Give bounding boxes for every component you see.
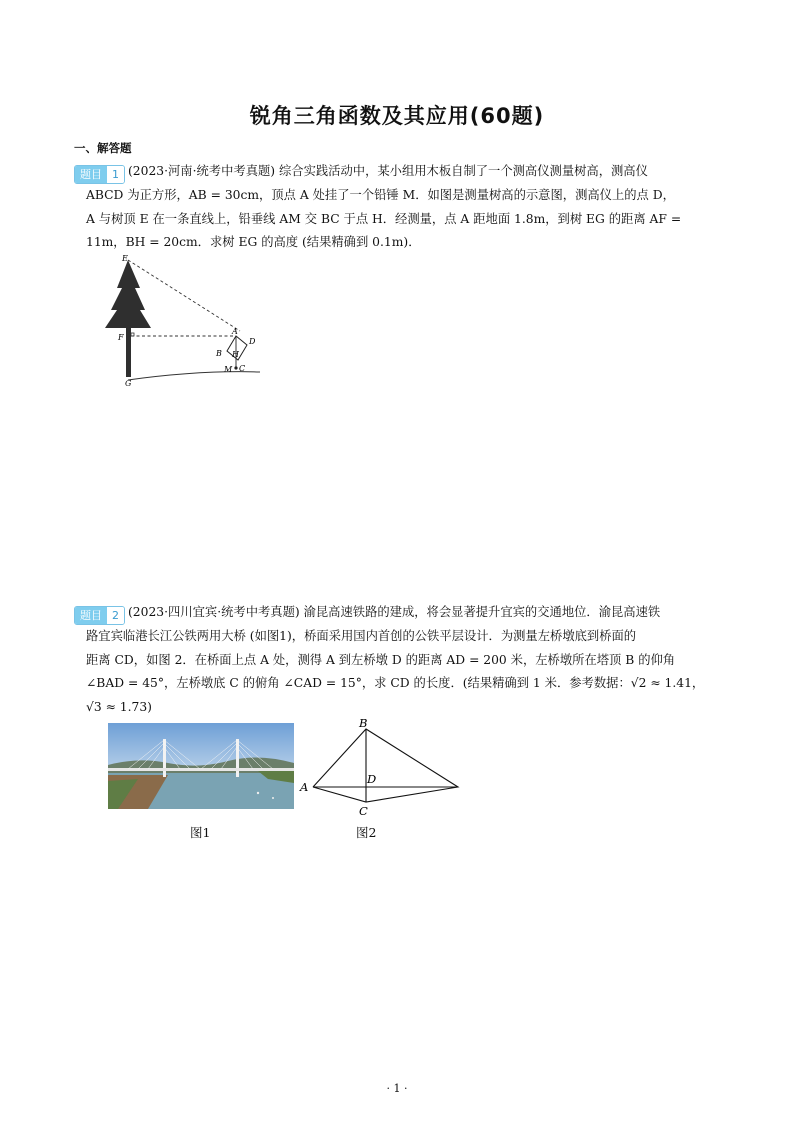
page-number: · 1 · bbox=[386, 1082, 408, 1095]
figure-caption-2: 图2 bbox=[356, 825, 377, 840]
problem-text-line: (2023·四川宜宾·统考中考真题) 渝昆高速铁路的建成，将会显著提升宜宾的交通地位．渝昆高速铁 bbox=[128, 605, 661, 619]
problem-text-line: ∠BAD = 45°，左桥墩底 C 的俯角 ∠CAD = 15°，求 CD 的长度．(结果精确到 1 米．参考数据：√2 ≈ 1.41， bbox=[86, 676, 705, 690]
label-H: H bbox=[232, 350, 239, 359]
label-D: D bbox=[367, 772, 377, 786]
problem-2 bbox=[74, 601, 722, 719]
label-D: D bbox=[249, 337, 256, 346]
problem-2-badge bbox=[74, 606, 125, 625]
problem-text-line: ABCD 为正方形，AB = 30cm，顶点 A 处挂了一个铅锤 M．如图是测量树高的示意图，测高仪上的点 D， bbox=[86, 188, 675, 202]
label-B: B bbox=[359, 716, 368, 730]
badge-number: 1 bbox=[107, 166, 124, 183]
problem-2-line-1 bbox=[74, 601, 722, 625]
problem-text-line: (2023·河南·统考中考真题) 综合实践活动中，某小组用木板自制了一个测高仪测量树高，测高仪 bbox=[128, 164, 648, 178]
problem-text-line: 路宜宾临港长江公铁两用大桥 (如图1)，桥面采用国内首创的公铁平层设计．为测量左桥墩底到桥面的 bbox=[86, 629, 637, 643]
bridge-geometry-figure bbox=[298, 714, 464, 818]
label-C: C bbox=[239, 364, 246, 373]
tree-icon bbox=[105, 260, 151, 377]
tree-measurement-figure bbox=[100, 250, 270, 395]
label-G: G bbox=[125, 379, 132, 388]
problem-1-line-1 bbox=[74, 160, 722, 184]
label-M: M bbox=[224, 365, 233, 374]
problem-text-line: A 与树顶 E 在一条直线上，铅垂线 AM 交 BC 于点 H．经测量，点 A 距地面 1.8m，到树 EG 的距离 AF = bbox=[86, 211, 682, 226]
badge-label: 题目 bbox=[75, 166, 107, 183]
label-A: A bbox=[232, 327, 238, 336]
problem-1-badge bbox=[74, 165, 125, 184]
problem-text-line: 距离 CD，如图 2．在桥面上点 A 处，测得 A 到左桥墩 D 的距离 AD = 200 米，左桥墩所在塔顶 B 的仰角 bbox=[86, 652, 676, 667]
label-B: B bbox=[216, 349, 222, 358]
problem-text-line: 11m，BH = 20cm．求树 EG 的高度 (结果精确到 0.1m)． bbox=[86, 235, 421, 249]
label-C: C bbox=[359, 804, 368, 818]
label-E: E bbox=[122, 254, 128, 263]
badge-label: 题目 bbox=[75, 607, 107, 624]
figure-caption-1: 图1 bbox=[190, 825, 211, 840]
problem-1 bbox=[74, 160, 722, 255]
label-A: A bbox=[300, 780, 309, 794]
document-title: 锐角三角函数及其应用(60题) bbox=[249, 104, 545, 128]
problem-text-line: √3 ≈ 1.73) bbox=[86, 699, 152, 714]
section-heading: 一、解答题 bbox=[74, 141, 132, 155]
badge-number: 2 bbox=[107, 607, 124, 624]
bridge-photo bbox=[108, 723, 294, 809]
label-F: F bbox=[118, 333, 124, 342]
